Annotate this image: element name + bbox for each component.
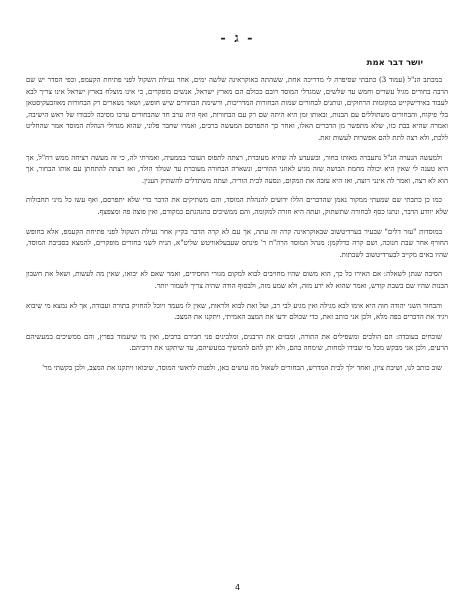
paragraph: כמו כן כתבתי שם שמעתי ממקור נאמן שהדברים הללו ידועים להנהלת המוסד, והם משתיקים את הדבר כדי שלא יתפרסם, ואף עשו כל מיני תחבולות שלא יוודע הדבר, ונתנו כסף לבחורה שתשתוק, ועתה היא חזרה למקומה, והם ממשיכים בהנהגתם כמקודם, ואין פוצה פה ומצפצף. — [26, 195, 448, 216]
paragraph: במכתב הנ"ל (עמוד 3) כתבתי שסיפרה לי מדריכה אחת, ששהתה באוקראינה שלשה ימים, אחר נעילת השקול לפני פתיחת הקעמפ, וכפי הסדר יש שם הרבה בחורים מגיל עשרים וחמש עד שלשים, שמגדלי המוסד רובם ככולם הם מארץ ישראל, אנשים מופקרים, כי אינו מוצלח בארץ ישראל אינו צריך לבא לעבוד באידישקייט במקומות הרחוקים, ונותנים לבחורים שמות הבחורות המדריכות, ורשימת הבחורים שיש חופש, ושאר נשארים רק הבחורות מאוזבעקיסטאן בלי פיקוח, והבחורים משתוללים עם הבנות, ובאותו זמן היא היתה שם רק עם הבחורות, ואף היה ערב חד שהבחורים ערכו מסיבה לכבודו של ראש הישיבה, ואמרה שהיא בבת כזו, שלא מתפשר מן הדברים האלו, ואחר כך התפרסם המעשה ברבים, ואמרו שחבר פלוני, שהוא מגדולי הנהלת המוסד אמר שהחליט ללכת, ולא רצה לתת להם אפשרות לעשות זאת. — [26, 75, 448, 142]
paragraph: הסיבה שנתן לשאלה: אם האירו כל כך, הוא משום שהיו מחויבים לבוא למקום מגורי החסידים, ואמר שאם לא יבואו, שאין מה לעשות, ושאל את חשבון הבנות שהיו שם בשבת קודש, ואמר שהוא לא ידע מזה, ולא שמע מזה, ולבסוף הודה שהיה צריך לשמור יותר. — [26, 269, 448, 290]
letter-heading: יושר דבר אמת — [366, 58, 423, 68]
letter-body — [26, 74, 448, 574]
paragraph: במוסדות "עזר דלים" שבעיר בערדיטשוב שבאוקראינה קרה זה עתה, אך עם לא קרה הדבר בקיץ אחר נעילת השקול לפני פתיחת הקעמפ, אלא בחופש החורף אחר שבת חנוכה, ושם קרה כדלקמן: מנהל המוסד הרה"ח ר' פינחס שעבעלאוויטש שליט"א, הניח לשני בחורים מופקרים, להמצא בסביבת המוסד, שהיו באים מקייב לבערדיטשוב לשבתות. — [26, 226, 448, 259]
page-header-mark: - ג - — [220, 31, 255, 46]
paragraph: ולמעשה הנערה הנ"ל נתעברה מאותו בחור, ובשעדע לה שהיא מעוברת, רצתה לתפוס העובר בממעיה, ואמרתי לה, כי זה מעשה רציחה ממש רח"ל, אך היא טענה לי שאין היא יכולה מחמת הבושה שזה מגיע לאוזני ההורים, ונשארה הבחורה מעוברת עד שנולד הולד, ואז רצתה להתחתן עם אותו הבחור, אך הוא לא רצה, ואמר לה אינני רוצה, ואז היא עזבה את המקום, ונסעה לבית הוריה, ועתה משתדלים להשתיק הענין. — [26, 152, 448, 185]
page-number: 4 — [234, 583, 241, 592]
paragraph: והבחור השני יהודה חוה היא אימו לבא מגילה ואין מגיע לבי רב, ועל זאת לבוא ולראות, שאין לו מעמד ויוכל להחזיק בתורה ועבודה, אך לא נמצא מי שיבוא ויגיד את הדברים בפה מלא, ולכן אני כותב זאת, כדי שכולם ידעו את המצב האמיתי, ויתקנו את המצב. — [26, 300, 448, 322]
paragraph: שוב כותב לנו, ושיבת ציון, ואחד ילך לבית המדרש, הבחורים לשאול מה עושים כאן, ולפנות לראשי המוסד, שיבואו ויתקנו את המצב, ולכן בקשתי מר' — [42, 362, 442, 372]
paragraph: שוכחים בעובדה: הם הולכים ומשפילים את התורה, ומבזים את הרבנים, ומלבינים פני חבירם ברבים, ואין מי שיעמוד בפרץ, והם ממשיכים במעשיהם הרעים, ולכן אני מבקש מכל מי שבידו למחות, שימחה בהם, ולא יתן להם להמשיך במעשיהם, עד שיתקנו את דרכיהם. — [26, 331, 448, 353]
